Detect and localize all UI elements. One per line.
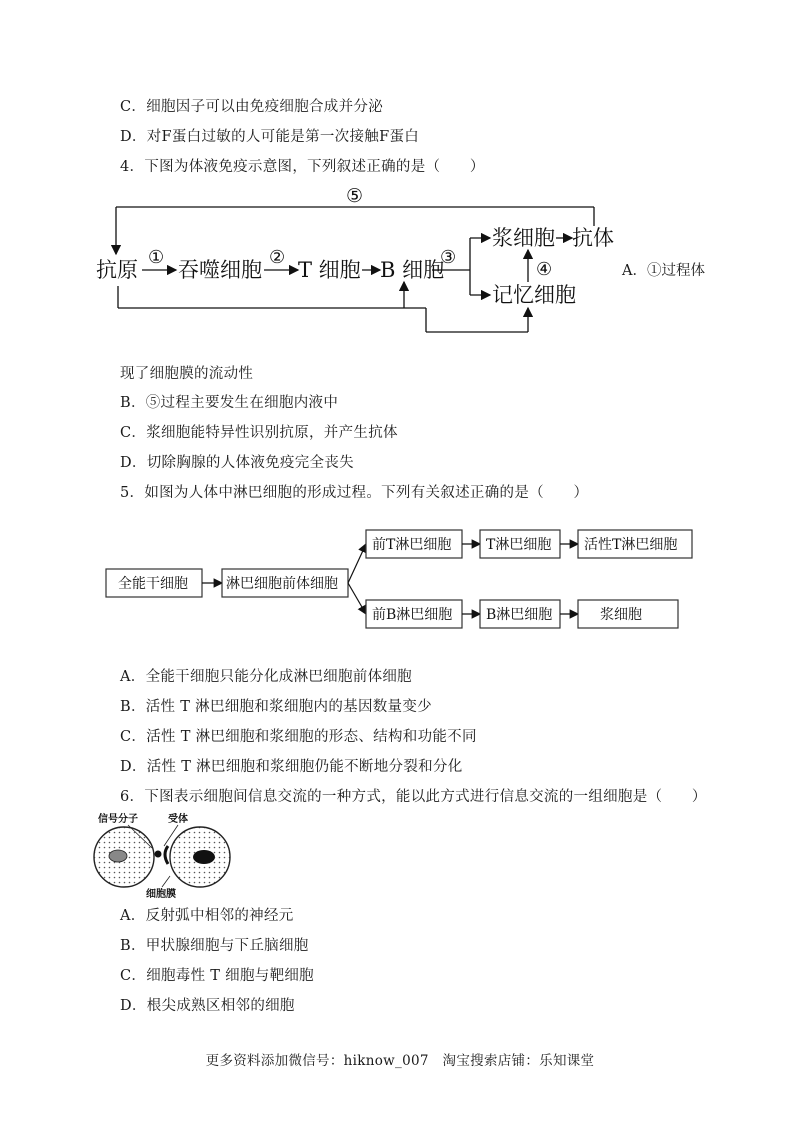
b-cell-box: B淋巴细胞	[486, 607, 553, 623]
antibody-label: 抗体	[572, 226, 614, 250]
q4-option-a-part2: 现了细胞膜的流动性	[120, 366, 254, 382]
precursor-box: 淋巴细胞前体细胞	[226, 576, 338, 592]
humoral-immunity-diagram	[88, 182, 628, 342]
q5-option-b: B．活性 T 淋巴细胞和浆细胞内的基因数量变少	[120, 699, 432, 715]
step-4-label: ④	[536, 259, 553, 280]
page-footer: 更多资料添加微信号：hiknow_007 淘宝搜索店铺：乐知课堂	[205, 1053, 595, 1069]
phagocyte-label: 吞噬细胞	[178, 258, 262, 282]
q5-option-a: A．全能干细胞只能分化成淋巴细胞前体细胞	[120, 669, 412, 685]
q4-option-a-part1: A．①过程体	[622, 263, 705, 279]
cell-signaling-diagram	[92, 810, 252, 900]
step-2-label: ②	[269, 247, 286, 268]
b-cell-label: B 细胞	[380, 258, 445, 282]
q3-option-c: C．细胞因子可以由免疫细胞合成并分泌	[120, 99, 383, 115]
q6-option-a: A．反射弧中相邻的神经元	[120, 908, 294, 924]
membrane-label: 细胞膜	[146, 889, 176, 900]
q3-option-d: D．对F蛋白过敏的人可能是第一次接触F蛋白	[120, 129, 420, 145]
memory-cell-label: 记忆细胞	[492, 283, 576, 307]
pre-b-box: 前B淋巴细胞	[372, 607, 453, 623]
active-t-box: 活性T淋巴细胞	[584, 537, 678, 553]
step-1-label: ①	[148, 247, 165, 268]
q4-option-b: B．⑤过程主要发生在细胞内液中	[120, 395, 339, 411]
plasma-box: 浆细胞	[600, 607, 642, 623]
pre-t-box: 前T淋巴细胞	[372, 537, 452, 553]
stem-cell-box: 全能干细胞	[118, 576, 188, 592]
q4-option-d: D．切除胸腺的人体液免疫完全丧失	[120, 455, 354, 471]
q4-option-c: C．浆细胞能特异性识别抗原，并产生抗体	[120, 425, 398, 441]
q5-option-d: D．活性 T 淋巴细胞和浆细胞仍能不断地分裂和分化	[120, 759, 463, 775]
q5-stem: 5．如图为人体中淋巴细胞的形成过程。下列有关叙述正确的是（ ）	[120, 485, 589, 501]
step-3-label: ③	[440, 247, 457, 268]
t-cell-box: T淋巴细胞	[486, 537, 552, 553]
q5-option-c: C．活性 T 淋巴细胞和浆细胞的形态、结构和功能不同	[120, 729, 477, 745]
q4-stem: 4．下图为体液免疫示意图，下列叙述正确的是（ ）	[120, 159, 485, 175]
signal-molecule-label: 信号分子	[98, 814, 138, 825]
q6-option-b: B．甲状腺细胞与下丘脑细胞	[120, 938, 309, 954]
t-cell-label: T 细胞	[298, 258, 361, 282]
step-5-label: ⑤	[346, 185, 364, 207]
lymphocyte-formation-diagram	[104, 522, 704, 637]
q6-stem: 6．下图表示细胞间信息交流的一种方式，能以此方式进行信息交流的一组细胞是（ ）	[120, 789, 707, 805]
receptor-label: 受体	[168, 814, 188, 825]
q6-option-c: C．细胞毒性 T 细胞与靶细胞	[120, 968, 314, 984]
plasma-cell-label: 浆细胞	[492, 226, 555, 250]
q6-option-d: D．根尖成熟区相邻的细胞	[120, 998, 295, 1014]
antigen-label: 抗原	[96, 258, 138, 282]
